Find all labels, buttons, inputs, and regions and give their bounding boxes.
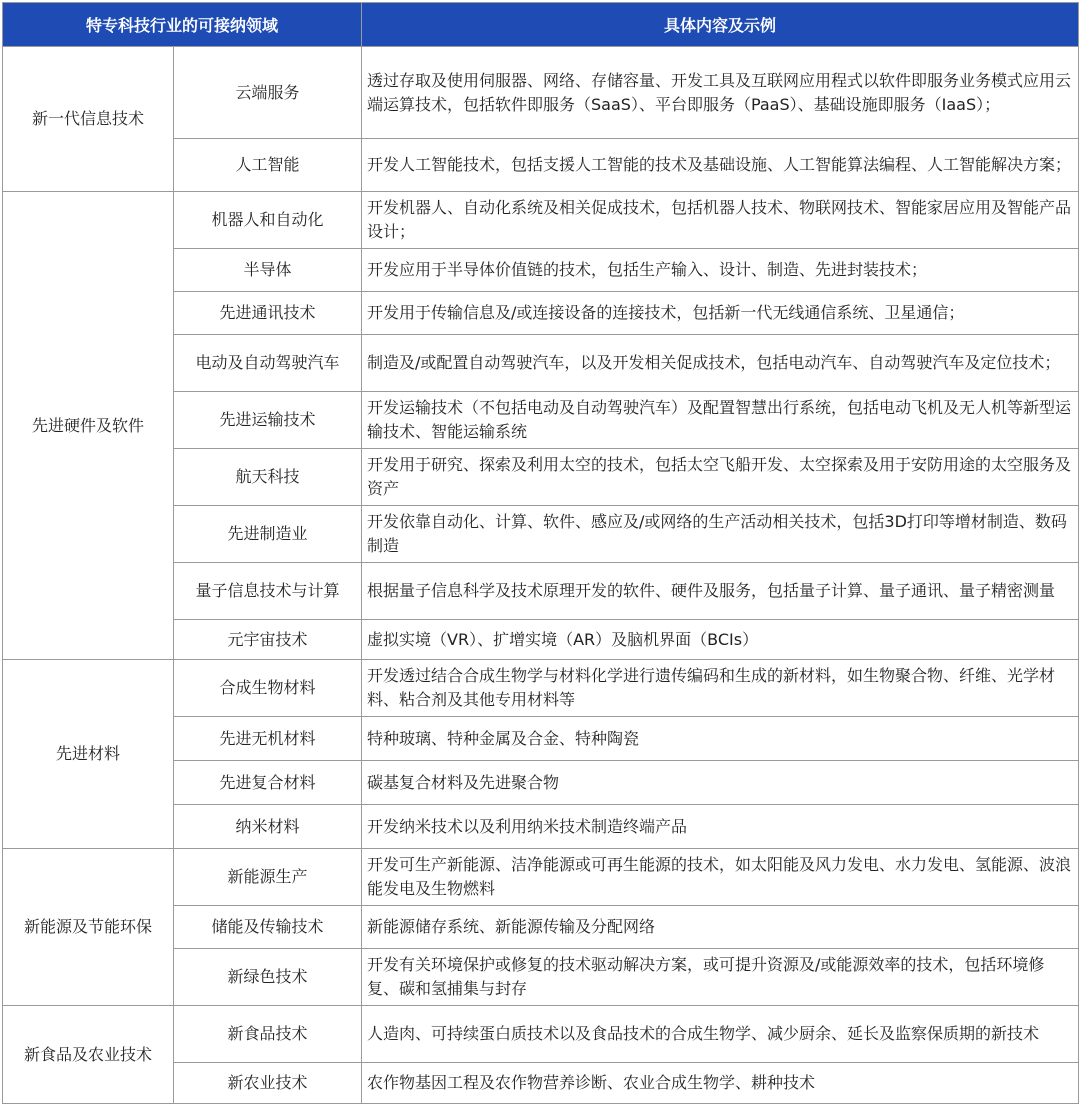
subcategory-cell: 新食品技术 [174,1006,362,1063]
category-cell: 新一代信息技术 [3,47,174,192]
description-cell: 开发运输技术（不包括电动及自动驾驶汽车）及配置智慧出行系统，包括电动飞机及无人机等新型运输技术、智能运输系统 [362,392,1079,449]
subcategory-cell: 先进制造业 [174,506,362,563]
description-cell: 开发可生产新能源、洁净能源或可再生能源的技术，如太阳能及风力发电、水力发电、氢能源、波浪能发电及生物燃料 [362,849,1079,906]
description-cell: 开发有关环境保护或修复的技术驱动解决方案，或可提升资源及/或能源效率的技术，包括环境修复、碳和氢捕集与封存 [362,949,1079,1006]
table-body [3,47,1079,1104]
subcategory-cell: 新能源生产 [174,849,362,906]
description-cell: 特种玻璃、特种金属及合金、特种陶瓷 [362,717,1079,761]
category-cell: 先进材料 [3,660,174,849]
table-row [3,47,1079,139]
description-cell: 开发用于传输信息及/或连接设备的连接技术，包括新一代无线通信系统、卫星通信； [362,292,1079,335]
subcategory-cell: 人工智能 [174,139,362,192]
description-cell: 根据量子信息科学及技术原理开发的软件、硬件及服务，包括量子计算、量子通讯、量子精密测量 [362,563,1079,620]
subcategory-cell: 云端服务 [174,47,362,139]
subcategory-cell: 机器人和自动化 [174,192,362,249]
header-sector: 特专科技行业的可接纳领域 [3,3,362,47]
description-cell: 开发应用于半导体价值链的技术，包括生产输入、设计、制造、先进封装技术； [362,249,1079,292]
description-cell: 人造肉、可持续蛋白质技术以及食品技术的合成生物学、减少厨余、延长及监察保质期的新技术 [362,1006,1079,1063]
table-row [3,192,1079,249]
subcategory-cell: 纳米材料 [174,805,362,849]
subcategory-cell: 先进无机材料 [174,717,362,761]
sector-table [2,2,1079,1104]
description-cell: 开发用于研究、探索及利用太空的技术，包括太空飞船开发、太空探索及用于安防用途的太空服务及资产 [362,449,1079,506]
table-row [3,849,1079,906]
subcategory-cell: 合成生物材料 [174,660,362,717]
subcategory-cell: 新农业技术 [174,1063,362,1104]
description-cell: 碳基复合材料及先进聚合物 [362,761,1079,805]
subcategory-cell: 电动及自动驾驶汽车 [174,335,362,392]
subcategory-cell: 航天科技 [174,449,362,506]
description-cell: 制造及/或配置自动驾驶汽车，以及开发相关促成技术，包括电动汽车、自动驾驶汽车及定位技术； [362,335,1079,392]
subcategory-cell: 半导体 [174,249,362,292]
subcategory-cell: 先进通讯技术 [174,292,362,335]
description-cell: 透过存取及使用伺服器、网络、存储容量、开发工具及互联网应用程式以软件即服务业务模式应用云端运算技术，包括软件即服务（SaaS）、平台即服务（PaaS）、基础设施即服务（IaaS）； [362,47,1079,139]
category-cell: 新食品及农业技术 [3,1006,174,1104]
subcategory-cell: 量子信息技术与计算 [174,563,362,620]
subcategory-cell: 先进运输技术 [174,392,362,449]
description-cell: 开发依靠自动化、计算、软件、感应及/或网络的生产活动相关技术，包括3D打印等增材制造、数码制造 [362,506,1079,563]
description-cell: 开发纳米技术以及利用纳米技术制造终端产品 [362,805,1079,849]
description-cell: 虚拟实境（VR）、扩增实境（AR）及脑机界面（BCIs） [362,620,1079,660]
description-cell: 开发机器人、自动化系统及相关促成技术，包括机器人技术、物联网技术、智能家居应用及智能产品设计； [362,192,1079,249]
subcategory-cell: 新绿色技术 [174,949,362,1006]
subcategory-cell: 元宇宙技术 [174,620,362,660]
subcategory-cell: 储能及传输技术 [174,906,362,949]
description-cell: 新能源储存系统、新能源传输及分配网络 [362,906,1079,949]
table-row [3,1006,1079,1063]
header-content: 具体内容及示例 [362,3,1079,47]
description-cell: 开发人工智能技术，包括支援人工智能的技术及基础设施、人工智能算法编程、人工智能解决方案； [362,139,1079,192]
description-cell: 农作物基因工程及农作物营养诊断、农业合成生物学、耕种技术 [362,1063,1079,1104]
description-cell: 开发透过结合合成生物学与材料化学进行遗传编码和生成的新材料，如生物聚合物、纤维、光学材料、粘合剂及其他专用材料等 [362,660,1079,717]
category-cell: 先进硬件及软件 [3,192,174,660]
header-row [3,3,1079,47]
table-row [3,660,1079,717]
category-cell: 新能源及节能环保 [3,849,174,1006]
subcategory-cell: 先进复合材料 [174,761,362,805]
